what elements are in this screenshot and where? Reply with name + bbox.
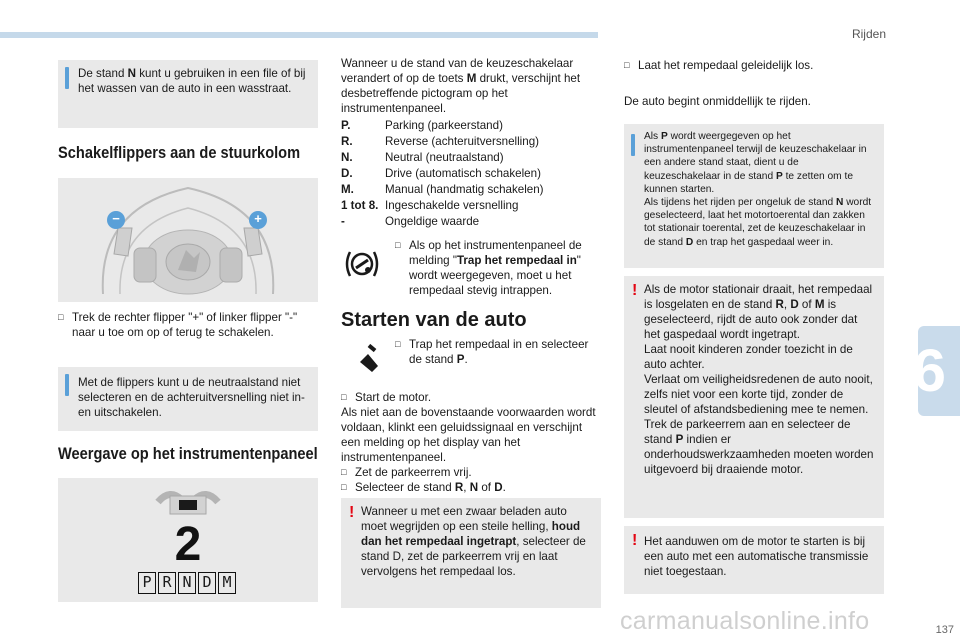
paddle-plus-label: + [254,211,262,226]
paddle-minus-label: − [112,211,120,226]
foot-pedal-icon [350,344,380,374]
prndm-m: M [218,572,236,594]
info-box-p-shown [624,124,884,268]
bullet-paddles-line2: naar u toe om op of terug te schakelen. [72,326,274,339]
info-icon [631,134,635,156]
checkbox-icon: □ [341,482,347,492]
info-box-neutral [58,367,318,431]
bullet-paddles [58,310,320,340]
header-rule [0,32,598,38]
warning-idle-text: Als de motor stationair draait, het rempedaal is losgelaten en de stand R, D of M is geselecteerd, rijdt de auto ook zonder dat het gaspedaal wordt ingetrapt. Laat nooit kinderen zonder toezicht in de auto achter. Verlaat om veiligheidsredenen de auto nooit, zelfs niet voor een korte tijd, zonder de sleutel of afstandsbediening mee te nemen. Trek de parkeerrem aan en selecteer de stand P indien er onderhoudswerkzaamheden moeten worden uitgevoerd bij draaiende motor. [644,283,874,476]
watermark: carmanualsonline.info [620,607,870,635]
drive-off-text: De auto begint onmiddellijk te rijden. [624,95,811,108]
prndm-p: P [138,572,156,594]
chapter-number: 6 [912,337,946,404]
info-icon [65,374,69,396]
bullet-step-brake: □ Trap het rempedaal in en selecteer de stand P. [395,338,589,366]
display-illustration [58,478,318,602]
page-number: 137 [935,624,954,636]
gear-list [341,118,603,230]
info-p-shown-text: Als P wordt weergegeven op het instrumentenpaneel terwijl de keuzeschakelaar in een andere stand staat, dient u de keuzeschakelaar in de stand P te zetten om te kunnen starten. Als tijdens het rijden per ongeluk de stand N wordt geselecteerd, laat het motortoerental dan zakken tot stationair toerental, zet de keuzeschakelaar in de stand D en trap het gaspedaal weer in. [644,131,872,248]
start-info-text: Als niet aan de bovenstaande voorwaarden wordt voldaan, klinkt een geluidssignaal en verschijnt een melding op het display van het instrumentenpaneel. [341,406,596,464]
warning-box-push [624,526,884,594]
warning-icon: ! [349,504,355,521]
brake-pedal-warning-icon [342,248,382,280]
intro-text: Wanneer u de stand van de keuzeschakelaar verandert of op de toets M drukt, verschijnt het desbetreffende pictogram op het instrumentenpaneel. [341,57,581,115]
prndm-n: N [178,572,196,594]
prndm-d: D [198,572,216,594]
checkbox-icon: □ [395,339,401,349]
warning-hill-text: Wanneer u met een zwaar beladen auto moet wegrijden op een steile helling, houd dan het rempedaal ingetrapt, selecteer de stand D, zet de parkeerrem vrij en laat vervolgens het rempedaal los. [361,505,586,578]
gear-row: P. Parking (parkeerstand) [341,119,503,132]
bullet-handbrake: □ Zet de parkeerrem vrij. [341,466,472,479]
warning-box-idle [624,276,884,518]
gear-digit: 2 [174,518,202,571]
bullet-paddles-line1: Trek de rechter flipper "+" of linker flipper "-" [72,311,298,324]
checkbox-icon: □ [341,392,347,402]
checkbox-icon: □ [395,240,401,250]
bullet-brake-message: □ Als op het instrumentenpaneel de melding "Trap het rempedaal in" wordt weergegeven, moet u het rempedaal stevig intrappen. [395,239,582,297]
heading-paddles: Schakelflippers aan de stuurkolom [58,143,301,162]
bullet-start-motor: □ Start de motor. [341,391,432,404]
bullet-release-brake: □ Laat het rempedaal geleidelijk los. [624,59,814,72]
warning-box-hill [341,498,601,608]
gear-row: R. Reverse (achteruitversnelling) [341,135,540,148]
info-wash-text: De stand N kunt u gebruiken in een file of bij het wassen van de auto in een wasstraat. [78,67,306,95]
paddle-illustration [58,178,318,302]
steering-wheel-icon [58,178,318,302]
warning-push-text: Het aanduwen om de motor te starten is bij een auto met een automatische transmissie niet toegestaan. [644,535,869,578]
warning-icon: ! [632,282,638,299]
section-title: Rijden [851,27,886,41]
info-neutral-text: Met de flippers kunt u de neutraalstand niet selecteren en de achteruitversnelling niet in- en uitschakelen. [78,376,305,419]
prndm-strip [138,572,236,594]
gear-row: 1 tot 8. Ingeschakelde versnelling [341,199,519,212]
heading-start: Starten van de auto [341,309,527,331]
gear-row: D. Drive (automatisch schakelen) [341,167,541,180]
gear-row: M. Manual (handmatig schakelen) [341,183,544,196]
checkbox-icon: □ [624,60,630,70]
checkbox-icon: □ [58,312,64,322]
info-box-wash [58,60,318,128]
warning-icon: ! [632,532,638,549]
info-icon [65,67,69,89]
bullet-select-gear: □ Selecteer de stand R, N of D. [341,481,506,494]
gear-row: N. Neutral (neutraalstand) [341,151,504,164]
heading-display: Weergave op het instrumentenpaneel [58,444,318,463]
gear-row: - Ongeldige waarde [341,215,480,228]
checkbox-icon: □ [341,467,347,477]
prndm-r: R [158,572,176,594]
